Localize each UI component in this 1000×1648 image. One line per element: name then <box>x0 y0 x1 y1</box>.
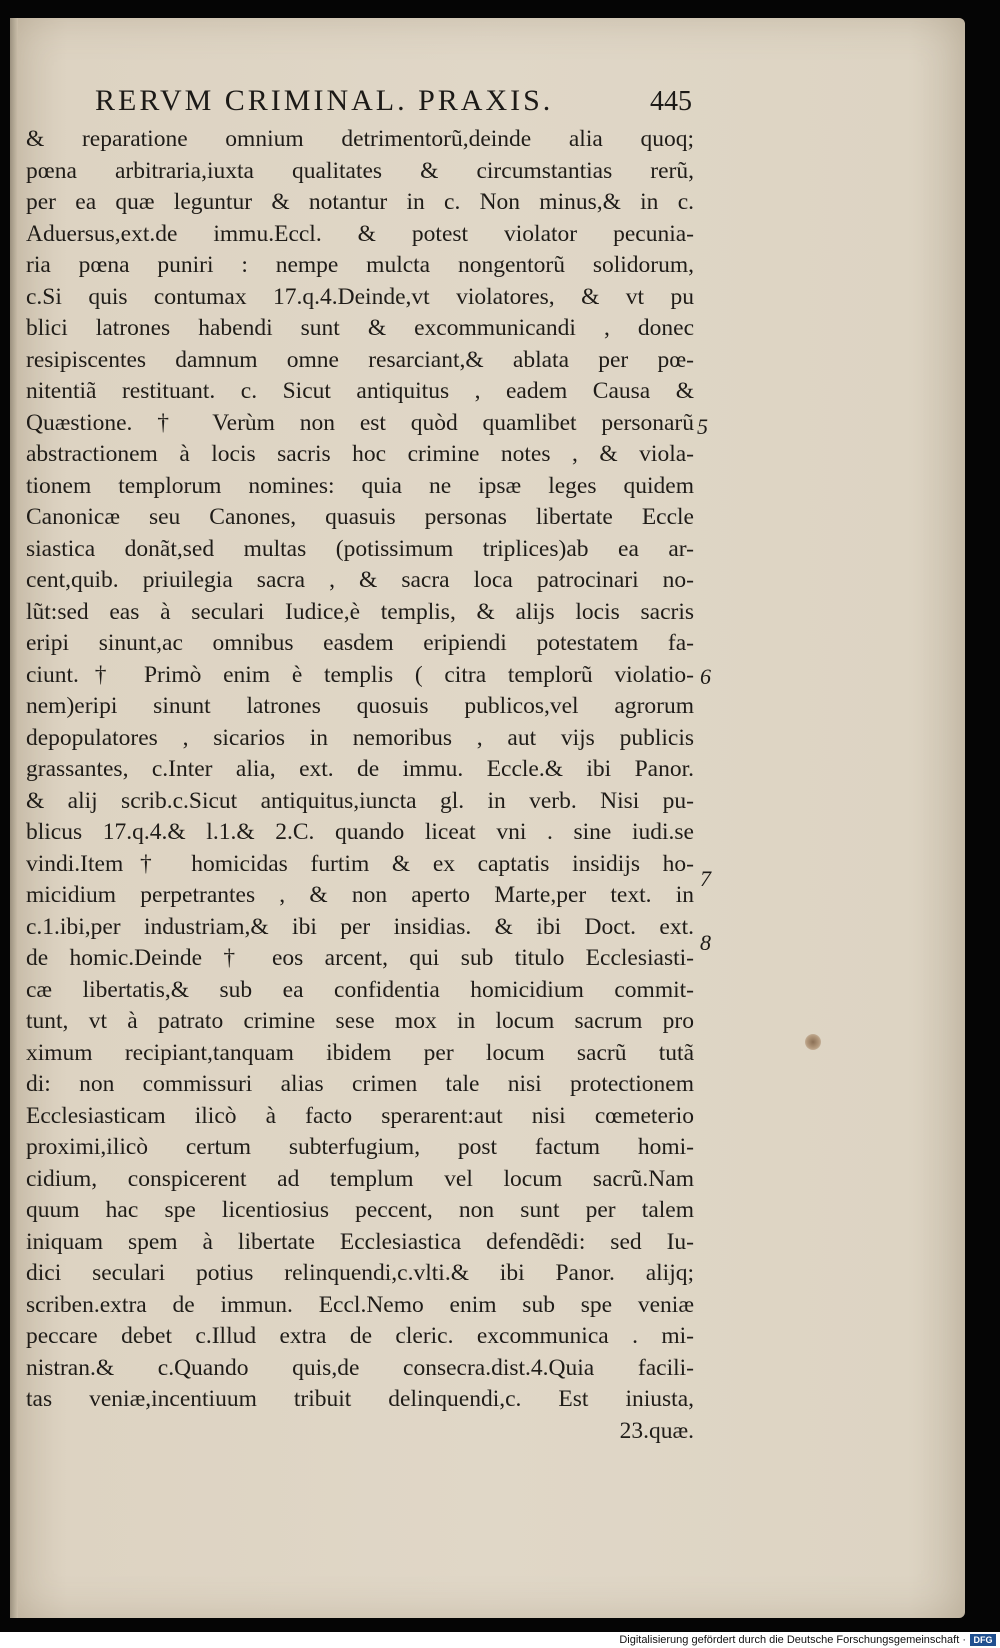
text-line: nistran.& c.Quando quis,de consecra.dist.4.Quia facili- <box>26 1354 694 1381</box>
text-line: tunt, vt à patrato crimine sese mox in locum sacrum pro <box>26 1008 694 1034</box>
text-line: blici latrones habendi sunt & excommunicandi , donec <box>26 315 694 341</box>
dfg-logo: DFG <box>970 1634 996 1646</box>
text-line: c.Si quis contumax 17.q.4.Deinde,vt violatores, & vt pu <box>26 283 694 310</box>
text-line: ximum recipiant,tanquam ibidem per locum sacrũ tutã <box>26 1039 694 1066</box>
text-line: siastica donãt,sed multas (potissimum triplices)ab ea ar- <box>26 535 694 562</box>
footer-credit: Digitalisierung gefördert durch die Deutsche Forschungsgemeinschaft · <box>619 1634 966 1646</box>
text-line: ria pœna puniri : nempe mulcta nongentorũ solidorum, <box>26 252 694 278</box>
text-line: eripi sinunt,ac omnibus easdem eripiendi potestatem fa- <box>26 630 694 656</box>
text-line: cæ libertatis,& sub ea confidentia homicidium commit- <box>26 976 694 1003</box>
text-line: dici seculari potius relinquendi,c.vlti.& ibi Panor. alijq; <box>26 1260 694 1286</box>
text-line: quum hac spe licentiosius peccent, non sunt per talem <box>26 1197 694 1223</box>
text-line: Ecclesiasticam ilicò à facto sperarent:aut nisi cœmeterio <box>26 1102 694 1129</box>
margin-note-7: 7 <box>700 866 711 891</box>
text-line: tas veniæ,incentiuum tribuit delinquendi,c. Est iniusta, <box>26 1386 694 1412</box>
running-head: RERVM CRIMINAL. PRAXIS. <box>95 84 554 117</box>
margin-note-5: 5 <box>697 414 708 439</box>
text-line: Aduersus,ext.de immu.Eccl. & potest violator pecunia- <box>26 220 694 247</box>
text-line: nem)eripi sinunt latrones quosuis publicos,vel agrorum <box>26 693 694 719</box>
text-line: & reparatione omnium detrimentorũ,deinde alia quoq; <box>26 126 694 152</box>
text-line: di: non commissuri alias crimen tale nisi protectionem <box>26 1071 694 1097</box>
text-line: nitentiã restituant. c. Sicut antiquitus , eadem Causa & <box>26 378 694 404</box>
text-line: cidium, conspicerent ad templum vel locum sacrũ.Nam <box>26 1165 694 1192</box>
text-line: micidium perpetrantes , & non aperto Marte,per text. in <box>26 882 694 908</box>
text-line: blicus 17.q.4.& l.1.& 2.C. quando liceat vni . sine iudi.se <box>26 819 694 845</box>
margin-note-6: 6 <box>700 664 711 689</box>
text-line: vindi.Item† homicidas furtim & ex captatis insidijs ho- <box>26 850 694 877</box>
text-line: peccare debet c.Illud extra de cleric. excommunica . mi- <box>26 1323 694 1349</box>
text-line: iniquam spem à libertate Ecclesiastica defendẽdi: sed Iu- <box>26 1228 694 1255</box>
text-line: proximi,ilicò certum subterfugium, post factum homi- <box>26 1134 694 1160</box>
text-line: & alij scrib.c.Sicut antiquitus,iuncta gl. in verb. Nisi pu- <box>26 787 694 814</box>
body-text <box>26 124 694 1447</box>
text-line: Quæstione. † Verùm non est quòd quamlibet personarũ <box>26 409 694 436</box>
ink-stain <box>805 1034 821 1050</box>
text-line: 23.quæ. <box>619 1417 694 1444</box>
text-line: grassantes, c.Inter alia, ext. de immu. Eccle.& ibi Panor. <box>26 756 694 782</box>
text-line: Canonicæ seu Canones, quasuis personas libertate Eccle <box>26 504 694 530</box>
text-line: depopulatores , sicarios in nemoribus , aut vijs publicis <box>26 724 694 751</box>
margin-note-8: 8 <box>700 930 711 955</box>
text-line: de homic.Deinde † eos arcent, qui sub titulo Ecclesiasti- <box>26 945 694 971</box>
page-number: 445 <box>650 86 692 117</box>
text-line: c.1.ibi,per industriam,& ibi per insidias. & ibi Doct. ext. <box>26 913 694 940</box>
text-line: ciunt.† Primò enim è templis ( citra templorũ violatio- <box>26 661 694 688</box>
text-line: scriben.extra de immun. Eccl.Nemo enim sub spe veniæ <box>26 1291 694 1318</box>
text-line: lũt:sed eas à seculari Iudice,è templis, & alijs locis sacris <box>26 598 694 625</box>
text-line: per ea quæ leguntur & notantur in c. Non minus,& in c. <box>26 189 694 215</box>
text-line: abstractionem à locis sacris hoc crimine notes , & viola- <box>26 441 694 467</box>
text-line: tionem templorum nomines: quia ne ipsæ leges quidem <box>26 472 694 499</box>
text-line: pœna arbitraria,iuxta qualitates & circumstantias rerũ, <box>26 157 694 184</box>
page-edge <box>10 18 18 1618</box>
text-line: cent,quib. priuilegia sacra , & sacra loca patrocinari no- <box>26 567 694 593</box>
text-line: resipiscentes damnum omne resarciant,& ablata per pœ- <box>26 346 694 373</box>
